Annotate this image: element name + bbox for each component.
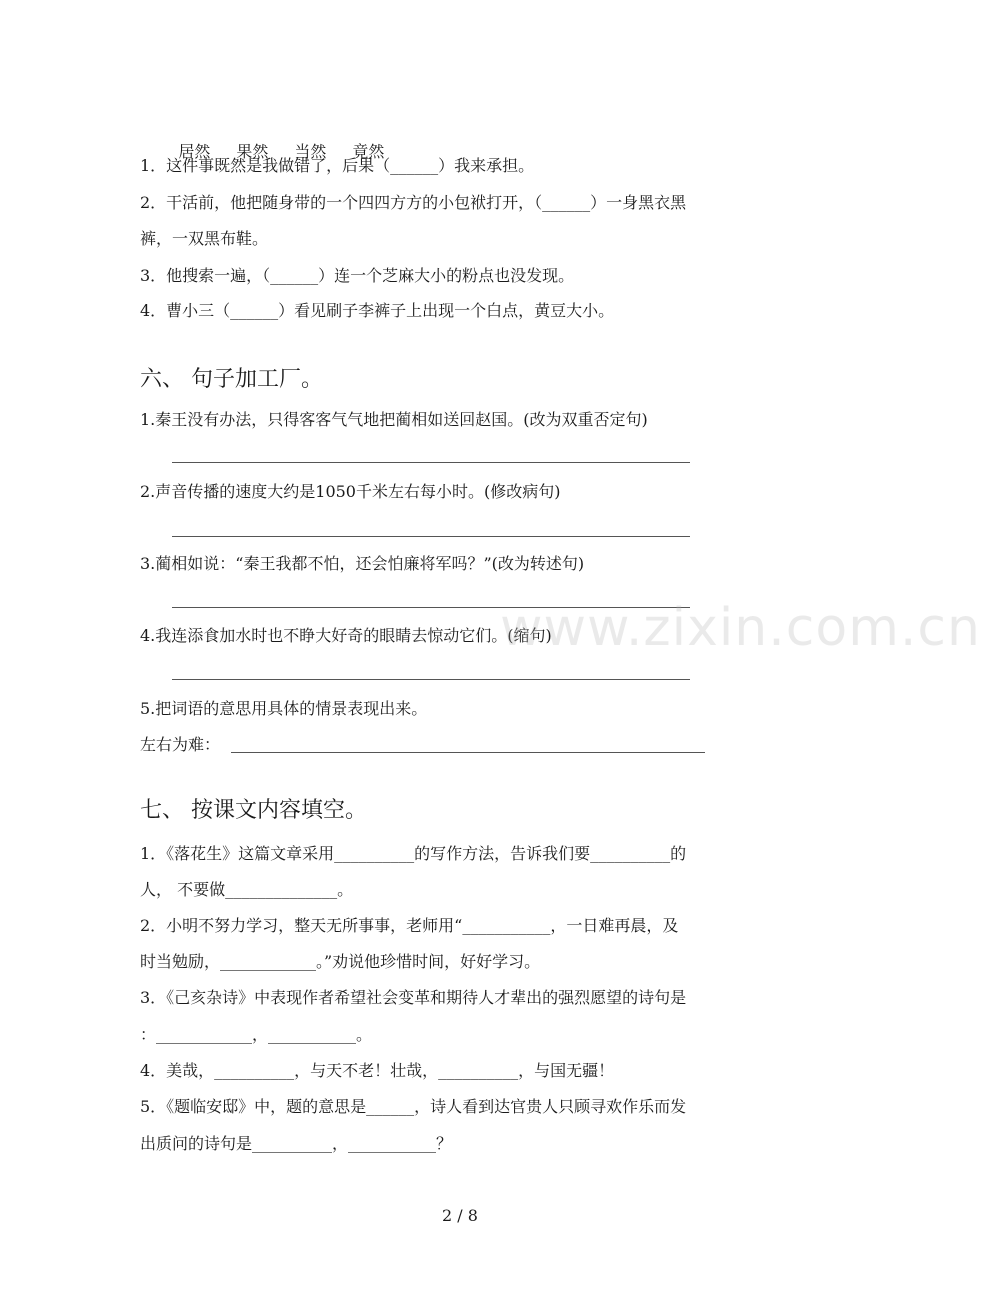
section7-line: 1．《落花生》这篇文章采用__________的写作方法，告诉我们要__________的 — [140, 844, 687, 863]
answer-line[interactable] — [172, 462, 690, 463]
section7-title: 七、 按课文内容填空。 — [140, 798, 367, 823]
section5-item: 1．这件事既然是我做错了，后果（______）我来承担。 — [140, 156, 535, 175]
section6-item: 3.蔺相如说：“秦王我都不怕，还会怕廉将军吗？”(改为转述句) — [140, 554, 585, 573]
section5-item: 2．干活前，他把随身带的一个四四方方的小包袱打开，（______）一身黑衣黑 — [140, 193, 687, 212]
word-option: 当然 — [294, 142, 327, 161]
section6-item: 5.把词语的意思用具体的情景表现出来。 — [140, 699, 428, 718]
section6-title: 六、 句子加工厂。 — [140, 367, 323, 392]
section7-line: 人， 不要做______________。 — [140, 880, 354, 899]
section7-line: ：____________，___________。 — [140, 1025, 373, 1044]
answer-line[interactable] — [172, 536, 690, 537]
answer-line[interactable] — [231, 752, 705, 753]
watermark: www.zixin.com.cn — [500, 598, 981, 658]
section7-line: 2．小明不努力学习，整天无所事事，老师用“___________，一日难再晨，及 — [140, 916, 679, 935]
word-option: 居然 — [178, 142, 211, 161]
section7-line: 时当勉励，____________。”劝说他珍惜时间，好好学习。 — [140, 952, 541, 971]
section7-line: 出质问的诗句是__________，___________？ — [140, 1134, 453, 1153]
word-option: 果然 — [236, 142, 269, 161]
word-option: 竟然 — [352, 142, 385, 161]
page-number: 2 / 8 — [442, 1206, 478, 1225]
section5-item: 4．曹小三（______）看见刷子李裤子上出现一个白点，黄豆大小。 — [140, 301, 615, 320]
section6-item: 4.我连添食加水时也不睁大好奇的眼睛去惊动它们。(缩句) — [140, 626, 552, 645]
section7-line: 5．《题临安邸》中，题的意思是______，诗人看到达官贵人只顾寻欢作乐而发 — [140, 1097, 687, 1116]
section5-item-continued: 裤，一双黑布鞋。 — [140, 229, 269, 248]
section7-line: 3．《己亥杂诗》中表现作者希望社会变革和期待人才辈出的强烈愿望的诗句是 — [140, 988, 687, 1007]
section7-line: 4．美哉，__________，与天不老！壮哉，__________，与国无疆！ — [140, 1061, 615, 1080]
section5-item: 3．他搜索一遍，（______）连一个芝麻大小的粉点也没发现。 — [140, 266, 575, 285]
answer-line[interactable] — [172, 679, 690, 680]
section6-item: 2.声音传播的速度大约是1050千米左右每小时。(修改病句) — [140, 482, 561, 501]
section6-last-label: 左右为难： — [140, 735, 221, 754]
section6-item: 1.秦王没有办法，只得客客气气地把蔺相如送回赵国。(改为双重否定句) — [140, 410, 648, 429]
